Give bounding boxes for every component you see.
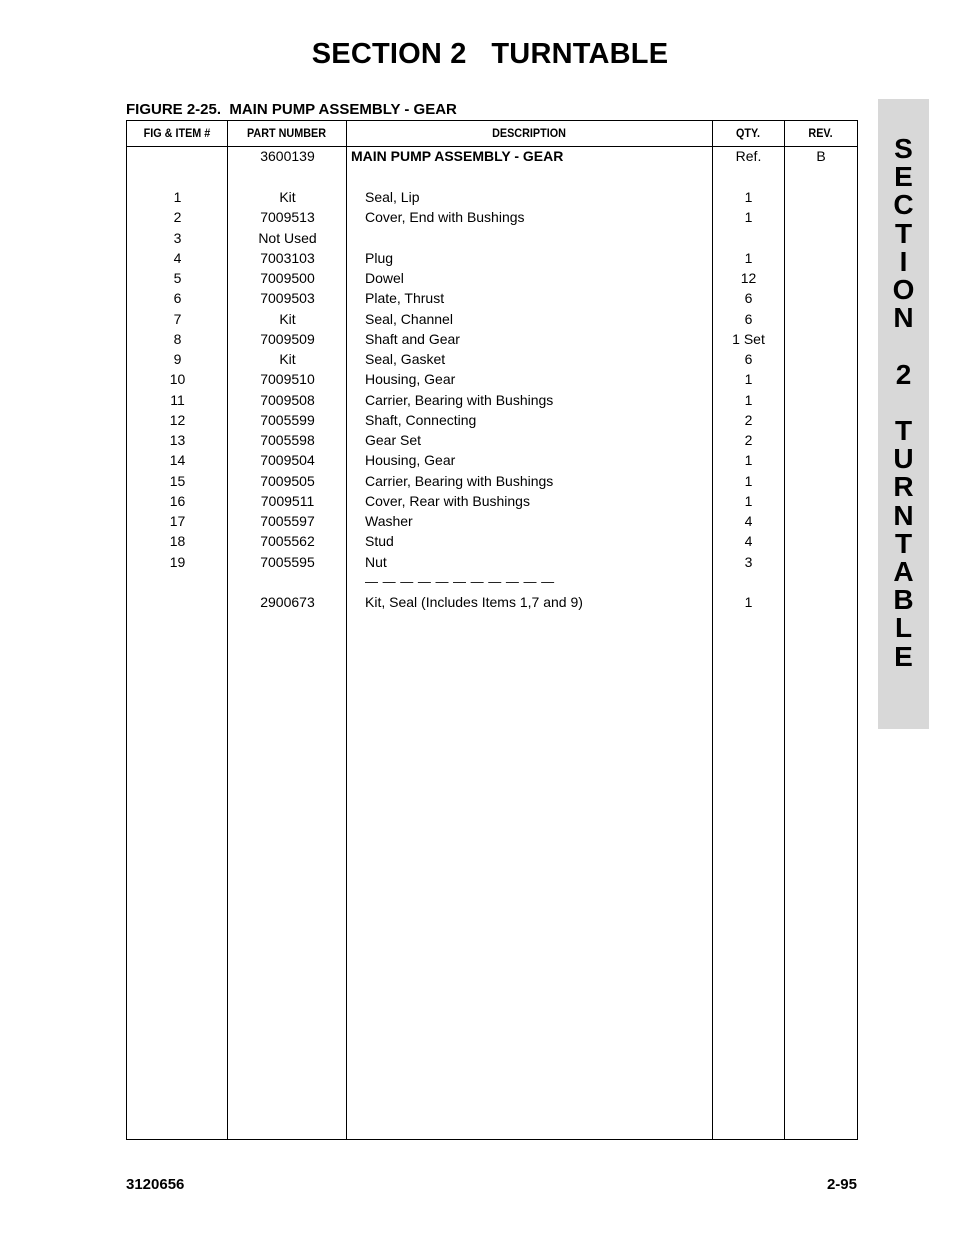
assembly-row [127, 146, 857, 166]
item-number: 7 [173, 310, 182, 327]
side-tab-letter: C [893, 189, 914, 221]
separator-dashes: — — — — — — — — — — — [365, 574, 555, 589]
part-number: Kit [279, 351, 296, 367]
quantity: 6 [744, 290, 753, 307]
part-number: 7009511 [260, 492, 315, 509]
part-number: Kit [279, 310, 296, 327]
table-row [127, 268, 857, 288]
part-number: 7009513 [260, 209, 315, 226]
side-tab-letter: A [893, 556, 914, 587]
side-tab-letter: 2 [895, 358, 912, 390]
description: Shaft and Gear [365, 330, 460, 347]
item-number: 8 [173, 330, 182, 347]
quantity: 6 [744, 310, 753, 327]
side-tab-letter: T [894, 527, 913, 559]
item-number: 10 [169, 371, 186, 388]
item-number: 12 [169, 411, 186, 428]
description: Nut [365, 553, 387, 570]
item-number: 17 [169, 513, 186, 529]
quantity: 1 [744, 472, 753, 489]
description: Seal, Lip [365, 189, 420, 205]
description: Shaft, Connecting [365, 411, 477, 428]
table-row [127, 410, 857, 430]
item-number: 6 [173, 290, 182, 307]
description: Housing, Gear [365, 452, 456, 469]
description: Carrier, Bearing with Bushings [365, 472, 554, 489]
table-row [127, 248, 857, 268]
table-row [127, 309, 857, 329]
item-number: 2 [173, 209, 182, 226]
table-row [127, 552, 857, 572]
quantity: 4 [744, 533, 753, 550]
header-item: FIG & ITEM # [143, 126, 211, 140]
table-row [127, 187, 857, 207]
quantity: 1 [744, 492, 753, 509]
table-row [127, 471, 857, 491]
part-number: Kit [279, 189, 296, 205]
side-tab-letter: E [894, 161, 913, 193]
table-row [127, 288, 857, 308]
item-number: 5 [173, 270, 182, 286]
document-number: 3120656 [126, 1176, 185, 1193]
quantity: 1 [744, 391, 753, 408]
description: Dowel [365, 270, 404, 286]
item-number: 13 [169, 432, 186, 448]
side-tab-letter: N [893, 302, 914, 334]
item-number: 9 [173, 351, 182, 367]
part-number: 7005598 [260, 432, 315, 448]
side-tab-letter: B [893, 584, 914, 616]
part-number: 7005597 [260, 513, 315, 529]
item-number: 19 [169, 553, 186, 570]
parts-table [126, 120, 858, 1140]
table-row [127, 390, 857, 410]
table-row [127, 450, 857, 470]
kit-description: Kit, Seal (Includes Items 1,7 and 9) [365, 594, 583, 610]
part-number: 7003103 [260, 249, 315, 266]
header-description: DESCRIPTION [492, 126, 566, 140]
table-row [127, 430, 857, 450]
description: Housing, Gear [365, 371, 456, 388]
item-number: 1 [173, 189, 182, 205]
figure-title: FIGURE 2-25. MAIN PUMP ASSEMBLY - GEAR [126, 101, 457, 118]
description: Washer [365, 513, 413, 529]
part-number: 7005562 [260, 533, 315, 550]
side-tab-letter: S [894, 133, 913, 164]
part-number: 7009508 [260, 391, 315, 408]
assembly-rev: B [816, 148, 826, 164]
item-number: 14 [169, 452, 186, 469]
description: Gear Set [365, 432, 422, 448]
description: Seal, Gasket [365, 351, 446, 367]
side-tab-letter: N [893, 499, 914, 531]
assembly-description: MAIN PUMP ASSEMBLY - GEAR [351, 148, 564, 164]
quantity: 1 [744, 371, 753, 388]
section-side-tab [878, 99, 929, 729]
side-tab-letter: L [894, 612, 913, 644]
part-number: Not Used [258, 229, 317, 246]
quantity: 2 [744, 411, 753, 428]
quantity: 1 [744, 189, 753, 205]
part-number: 7009509 [260, 330, 315, 347]
item-number: 3 [173, 229, 182, 246]
quantity: 1 [744, 209, 753, 226]
table-row [127, 228, 857, 248]
page-number: 2-95 [826, 1176, 857, 1193]
item-number: 4 [173, 249, 182, 266]
item-number: 16 [169, 492, 186, 509]
side-tab-letter: T [894, 415, 913, 446]
part-number: 7009503 [260, 290, 315, 307]
side-tab-letter: T [894, 217, 913, 249]
side-tab-letter: I [899, 245, 908, 277]
table-row [127, 329, 857, 349]
part-number: 7009500 [260, 270, 315, 286]
description: Plate, Thrust [365, 290, 445, 307]
part-number: 7009505 [260, 472, 315, 489]
assembly-part-number: 3600139 [260, 148, 315, 164]
side-tab-letter: U [893, 443, 914, 475]
description: Carrier, Bearing with Bushings [365, 391, 554, 408]
table-row [127, 207, 857, 227]
table-row [127, 511, 857, 531]
part-number: 7005595 [260, 553, 315, 570]
quantity: 2 [744, 432, 753, 448]
table-row [127, 349, 857, 369]
table-row [127, 369, 857, 389]
part-number: 7009510 [260, 371, 315, 388]
assembly-qty: Ref. [735, 148, 762, 164]
table-row [127, 531, 857, 551]
side-tab-letter: E [894, 640, 913, 672]
kit-qty: 1 [744, 594, 753, 610]
description: Cover, Rear with Bushings [365, 492, 530, 509]
side-tab-letter: O [892, 274, 915, 305]
kit-part-number: 2900673 [260, 594, 315, 610]
part-number: 7005599 [260, 411, 315, 428]
header-qty: QTY. [735, 126, 760, 140]
description: Plug [365, 249, 394, 266]
quantity: 3 [744, 553, 753, 570]
side-tab-letter: R [893, 471, 914, 503]
header-part-number: PART NUMBER [246, 126, 327, 140]
quantity: 12 [740, 270, 757, 286]
page-title: SECTION 2 TURNTABLE [311, 38, 669, 70]
item-number: 11 [170, 391, 185, 408]
kit-row [127, 592, 857, 612]
quantity: 1 [744, 249, 753, 266]
table-row [127, 491, 857, 511]
quantity: 1 Set [732, 330, 765, 347]
quantity: 1 [744, 452, 753, 469]
quantity: 4 [744, 513, 753, 529]
quantity: 6 [744, 351, 753, 367]
part-number: 7009504 [260, 452, 315, 469]
header-rev: REV. [808, 126, 833, 140]
item-number: 18 [169, 533, 186, 550]
description: Seal, Channel [365, 310, 453, 327]
description: Cover, End with Bushings [365, 209, 525, 226]
item-number: 15 [169, 472, 186, 489]
description: Stud [365, 533, 394, 550]
